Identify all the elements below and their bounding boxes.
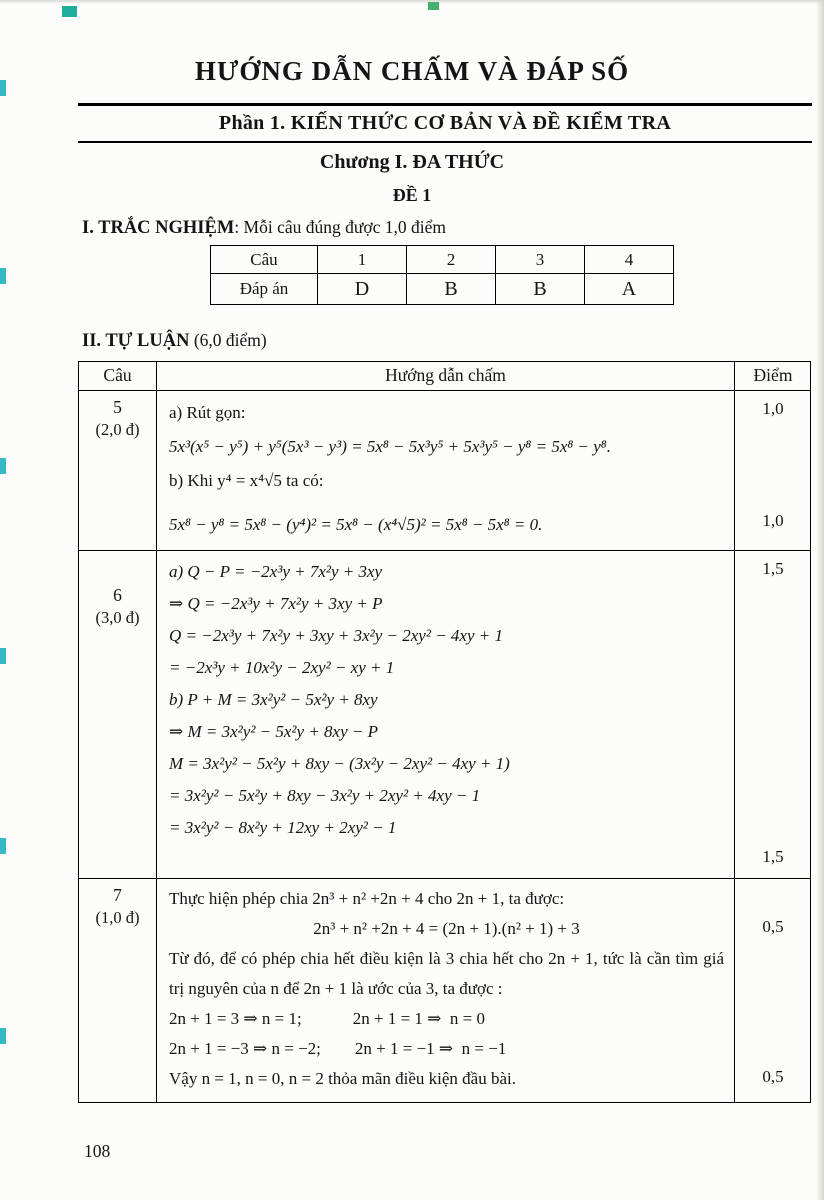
solution-cell	[157, 391, 735, 550]
scan-edge-right	[816, 0, 824, 1200]
header-huong-dan-cham: Hướng dẫn chấm	[157, 362, 735, 390]
essay-table-header-row	[79, 362, 810, 391]
answer-cell: Đáp án	[211, 274, 318, 305]
binding-mark	[62, 6, 77, 17]
binding-mark	[0, 268, 6, 284]
answer-cell: B	[407, 274, 496, 305]
page-title: HƯỚNG DẪN CHẤM VÀ ĐÁP SỐ	[194, 56, 630, 86]
part-header: Phần 1. KIẾN THỨC CƠ BẢN VÀ ĐỀ KIỂM TRA	[78, 103, 812, 143]
section1-heading-bold: I. TRẮC NGHIỆM	[82, 218, 235, 238]
solution-line: = 3x²y² − 8x²y + 12xy + 2xy² − 1	[169, 818, 397, 837]
section2-heading-rest: (6,0 điểm)	[189, 330, 267, 350]
section1-heading-rest: : Mỗi câu đúng được 1,0 điểm	[234, 217, 447, 237]
diem-value: 0,5	[762, 1067, 784, 1086]
essay-table	[78, 361, 811, 1103]
solution-line: 2n + 1 = −3 ⇒ n = −2; 2n + 1 = −1 ⇒ n = −1	[169, 1039, 507, 1058]
cau-points-label: (2,0 đ)	[95, 420, 140, 439]
diem-cell	[735, 391, 811, 550]
section2-heading-bold: II. TỰ LUẬN	[82, 331, 190, 351]
header-cau: Câu	[79, 362, 157, 390]
header-diem: Điểm	[753, 365, 793, 385]
cau-number: 5	[113, 397, 122, 417]
solution-line	[169, 844, 724, 870]
scan-edge-top	[0, 0, 824, 4]
section1-heading	[82, 217, 446, 239]
solution-line: 5x³(x⁵ − y⁵) + y⁵(5x³ − y³) = 5x⁸ − 5x³y⁵ + 5x³y⁵ − y⁸ = 5x⁸ − y⁸.	[169, 437, 611, 456]
cau-points-label: (3,0 đ)	[95, 608, 140, 627]
solution-line: a) Rút gọn:	[169, 403, 246, 422]
answer-table-row	[211, 246, 674, 274]
essay-table-row	[79, 551, 810, 879]
diem-cell	[735, 551, 811, 878]
answer-cell: D	[318, 274, 407, 305]
answer-cell: 4	[585, 246, 674, 274]
page-number: 108	[84, 1141, 111, 1161]
solution-line: = −2x³y + 10x²y − 2xy² − xy + 1	[169, 658, 395, 677]
binding-mark	[0, 1028, 6, 1044]
solution-line: Thực hiện phép chia 2n³ + n² +2n + 4 cho 2n + 1, ta được:	[169, 889, 565, 908]
cau-cell	[79, 879, 157, 1102]
section2-heading	[82, 330, 267, 352]
diem-cell	[735, 879, 811, 1102]
answer-cell: 3	[496, 246, 585, 274]
exam-heading: ĐỀ 1	[392, 185, 432, 205]
solution-line: a) Q − P = −2x³y + 7x²y + 3xy	[169, 562, 383, 581]
answer-cell: 2	[407, 246, 496, 274]
solution-line: ⇒ Q = −2x³y + 7x²y + 3xy + P	[169, 594, 383, 613]
solution-line: 5x⁸ − y⁸ = 5x⁸ − (y⁴)² = 5x⁸ − (x⁴√5)² = 5x⁸ − 5x⁸ = 0.	[169, 515, 543, 534]
answer-table-row	[211, 274, 674, 305]
solution-line: Vậy n = 1, n = 0, n = 2 thỏa mãn điều kiện đầu bài.	[169, 1069, 516, 1088]
solution-line: b) Khi y⁴ = x⁴√5 ta có:	[169, 471, 324, 490]
essay-table-row	[79, 391, 810, 551]
solution-line: 2n³ + n² +2n + 4 = (2n + 1).(n² + 1) + 3	[313, 919, 580, 938]
diem-value: 0,5	[762, 917, 784, 936]
cau-cell	[79, 551, 157, 878]
solution-cell	[157, 879, 735, 1102]
binding-mark	[0, 838, 6, 854]
cau-points-label: (1,0 đ)	[95, 908, 140, 927]
solution-cell	[157, 551, 735, 878]
binding-mark	[0, 458, 6, 474]
binding-mark	[428, 2, 439, 10]
diem-value: 1,5	[762, 847, 784, 866]
essay-table-row	[79, 879, 810, 1102]
diem-value: 1,5	[762, 559, 784, 578]
answer-cell: B	[496, 274, 585, 305]
diem-value: 1,0	[762, 511, 784, 530]
solution-line: b) P + M = 3x²y² − 5x²y + 8xy	[169, 690, 378, 709]
answer-table	[210, 245, 674, 305]
cau-number: 6	[113, 585, 122, 605]
solution-line: ⇒ M = 3x²y² − 5x²y + 8xy − P	[169, 722, 378, 741]
binding-mark	[0, 648, 6, 664]
answer-cell: Câu	[211, 246, 318, 274]
solution-line: M = 3x²y² − 5x²y + 8xy − (3x²y − 2xy² − 4xy + 1)	[169, 754, 510, 773]
solution-line: = 3x²y² − 5x²y + 8xy − 3x²y + 2xy² + 4xy − 1	[169, 786, 481, 805]
solution-line: Từ đó, để có phép chia hết điều kiện là 3 chia hết cho 2n + 1, tức là cần tìm giá trị nguyên của n để 2n + 1 là ước của 3, ta được :	[169, 949, 724, 998]
chapter-heading: Chương I. ĐA THỨC	[319, 151, 505, 173]
solution-line: 2n + 1 = 3 ⇒ n = 1; 2n + 1 = 1 ⇒ n = 0	[169, 1009, 485, 1028]
solution-line: Q = −2x³y + 7x²y + 3xy + 3x²y − 2xy² − 4xy + 1	[169, 626, 503, 645]
answer-cell: A	[585, 274, 674, 305]
answer-cell: 1	[318, 246, 407, 274]
cau-cell	[79, 391, 157, 550]
cau-number: 7	[113, 885, 122, 905]
diem-value: 1,0	[762, 399, 784, 418]
